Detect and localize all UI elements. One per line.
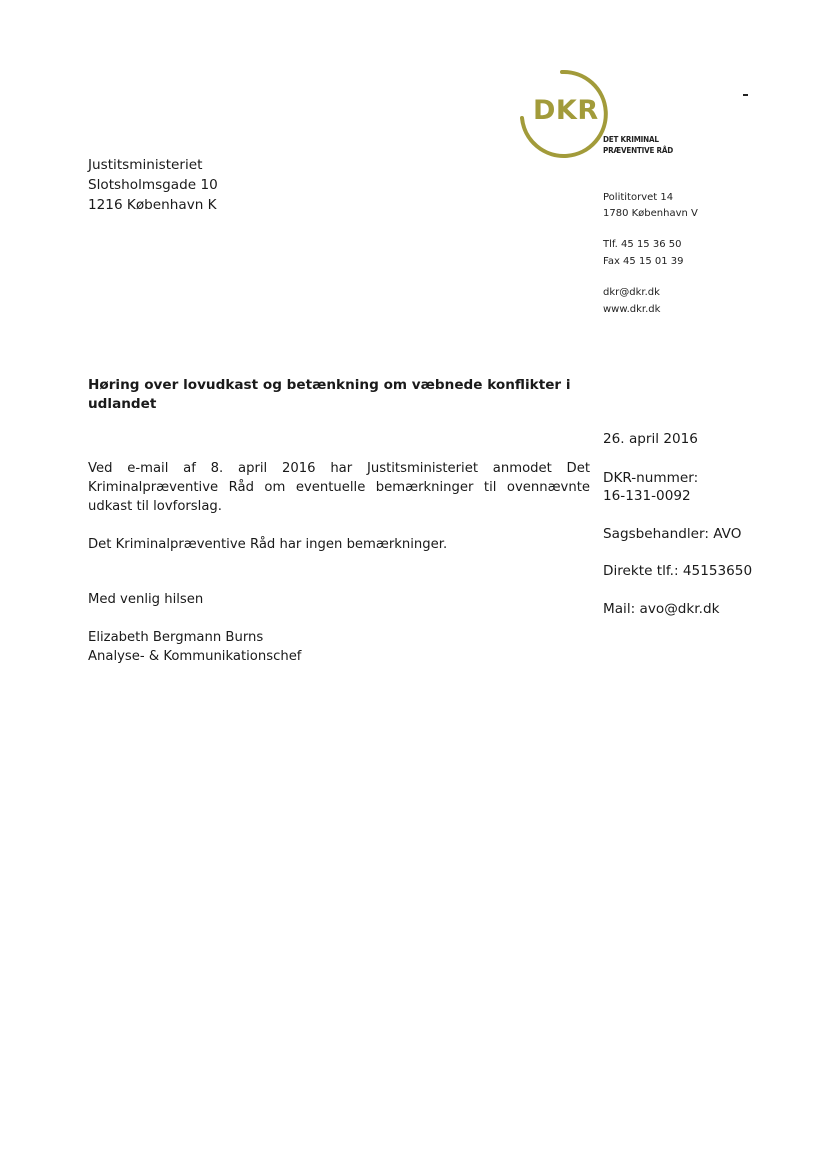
sender-phone: Tlf. 45 15 36 50 [603, 239, 682, 250]
recipient-street: Slotsholmsgade 10 [88, 177, 218, 193]
sender-city: 1780 København V [603, 208, 698, 219]
body-paragraph-1: Ved e-mail af 8. april 2016 har Justitsministeriet anmodet Det Kriminalpræventive Råd om eventuelle bemærkninger til ovennævnte udkast til lovforslag. [88, 461, 590, 514]
letter-date: 26. april 2016 [603, 431, 698, 447]
direct-phone: Direkte tlf.: 45153650 [603, 563, 753, 579]
recipient-name: Justitsministeriet [88, 157, 203, 173]
sender-fax: Fax 45 15 01 39 [603, 256, 684, 267]
case-handler: Sagsbehandler: AVO [603, 526, 742, 542]
signer-name: Elizabeth Bergmann Burns [88, 630, 264, 645]
sender-street: Polititorvet 14 [603, 192, 674, 203]
subject-heading: Høring over lovudkast og betænkning om væbnede konflikter i udlandet [88, 377, 571, 412]
org-name-line2: PRÆVENTIVE RÅD [603, 146, 674, 155]
sender-web: www.dkr.dk [603, 304, 661, 315]
body-paragraph-2: Det Kriminalpræventive Råd har ingen bemærkninger. [88, 537, 448, 552]
handler-mail: Mail: avo@dkr.dk [603, 601, 720, 617]
case-number-label: DKR-nummer: [603, 470, 699, 486]
logo-text: DKR [533, 95, 599, 126]
case-number: 16-131-0092 [603, 488, 691, 504]
recipient-city: 1216 København K [88, 197, 217, 213]
signer-title: Analyse- & Kommunikationschef [88, 649, 302, 664]
org-name-line1: DET KRIMINAL [603, 135, 659, 144]
corner-mark [743, 94, 748, 96]
closing-greeting: Med venlig hilsen [88, 592, 204, 607]
sender-email: dkr@dkr.dk [603, 287, 660, 298]
